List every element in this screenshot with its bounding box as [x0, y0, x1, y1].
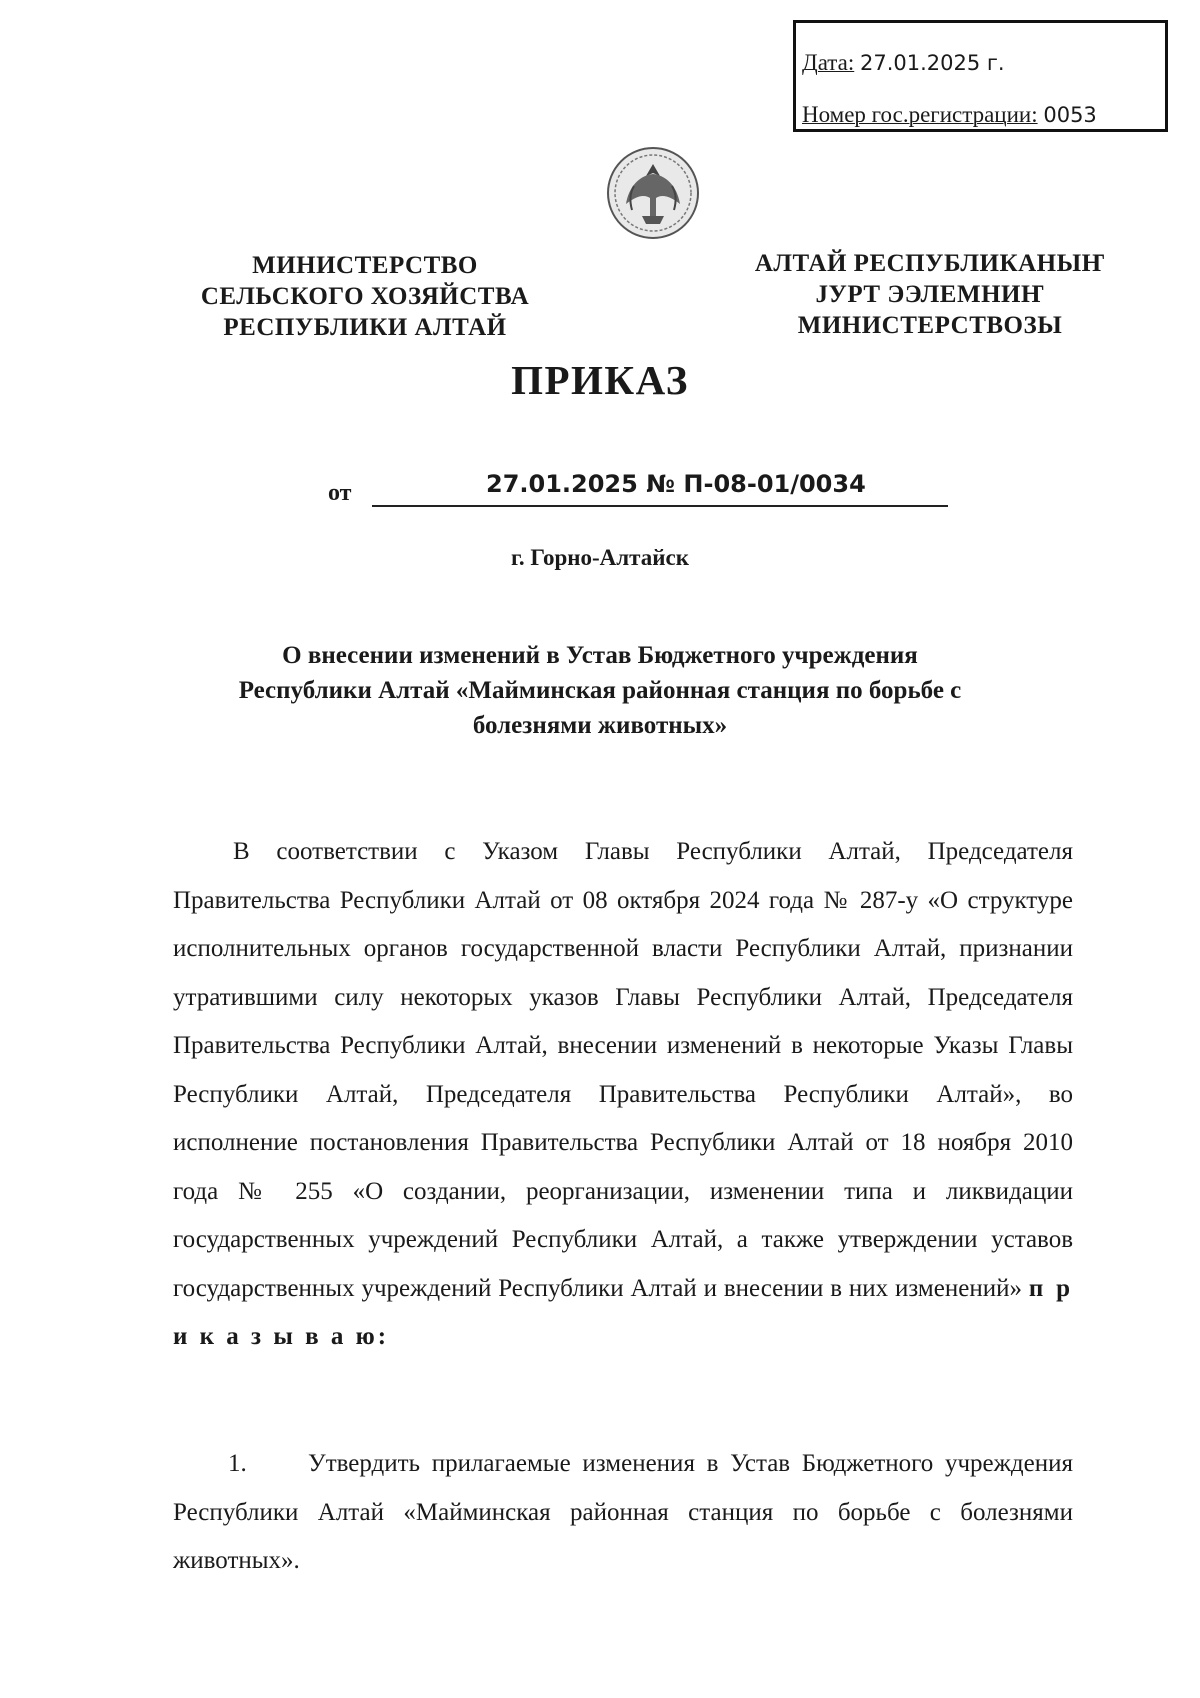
ministry-name-altai: АЛТАЙ РЕСПУБЛИКАНЫҤ ЈУРТ ЭЭЛЕМНИҤ МИНИСТЕРСТВОЗЫ: [754, 250, 1106, 339]
order-item-text: Утвердить прилагаемые изменения в Устав Бюджетного учреждения Республики Алтай «Майминская районная станция по борьбе с болезнями животных».: [173, 1450, 1073, 1574]
registration-number-row: [802, 89, 1165, 141]
order-subject: О внесении изменений в Устав Бюджетного учреждения Республики Алтай «Майминская районная станция по борьбе с болезнями животных»: [238, 642, 962, 739]
registration-number-label: Номер гос.регистрации:: [802, 102, 1038, 127]
order-number-underline: [372, 505, 948, 507]
registration-date-row: [802, 37, 1165, 89]
registration-date-value: 27.01.2025 г.: [859, 51, 1005, 75]
order-preamble: [173, 828, 1073, 1362]
city-name: г. Горно-Алтайск: [511, 545, 689, 570]
coat-of-arms-emblem: [606, 146, 700, 240]
from-label: от: [328, 480, 352, 506]
order-number-line: [328, 472, 948, 512]
registration-stamp: [793, 20, 1168, 132]
preamble-text: В соответствии с Указом Главы Республики Алтай, Председателя Правительства Республики Алтай от 08 октября 2024 года № 287-у «О структуре исполнительных органов государственной власти Республики Алтай, признании утратившими силу некоторых указов Главы Республики Алтай, Председателя Правительства Республики Алтай, внесении изменений в некоторые Указы Главы Республики Алтай, Председателя Правительства Республики Алтай», во исполнение постановления Правительства Республики Алтай от 18 ноября 2010 года № 255 «О создании, реорганизации, изменении типа и ликвидации государственных учреждений Республики Алтай, а также утверждении уставов государственных учреждений Республики Алтай и внесении в них изменений»: [173, 838, 1073, 1302]
order-item-number: 1.: [228, 1450, 247, 1477]
order-number: 27.01.2025 № П-08-01/0034: [486, 470, 866, 498]
document-type-title: ПРИКАЗ: [511, 357, 689, 403]
decree-word: п р и к а з ы в а ю:: [173, 1274, 1074, 1350]
order-item: [173, 1440, 1073, 1586]
ministry-name-russian: МИНИСТЕРСТВО СЕЛЬСКОГО ХОЗЯЙСТВА РЕСПУБЛИКИ АЛТАЙ: [200, 252, 530, 341]
registration-number-value: 0053: [1043, 103, 1097, 127]
registration-date-label: Дата:: [802, 50, 855, 75]
